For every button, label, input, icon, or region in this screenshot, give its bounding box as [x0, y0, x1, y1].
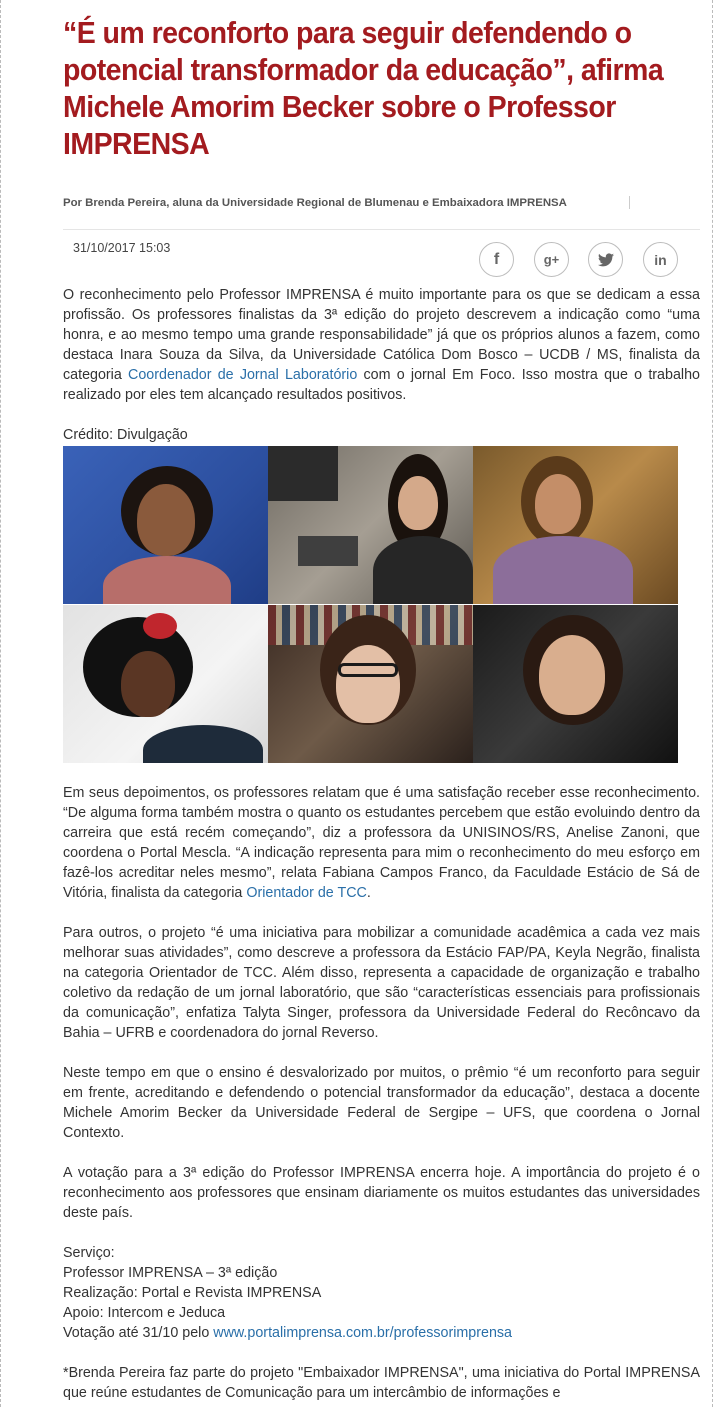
- photo-professor-2: [268, 446, 473, 604]
- paragraph-1: [63, 285, 700, 405]
- article: [63, 14, 700, 1401]
- twitter-icon: [598, 253, 614, 267]
- facebook-share-button[interactable]: [479, 242, 514, 277]
- article-body: [63, 285, 700, 1403]
- paragraph-3: Para outros, o projeto “é uma iniciativa para mobilizar a comunidade acadêmica a cada vez mais melhorar suas atividades”, como descreve a professora da Estácio FAP/PA, Keyla Negrão, finalista na categoria Orientador de TCC. Além disso, representa a capacidade de organização e trabalho coletivo da redação de um jornal laboratório, que são “características essenciais para profissionais da comunicação”, enfatiza Talyta Singer, professora da Universidade Federal do Recôncavo da Bahia – UFRB e coordenadora do jornal Reverso.: [63, 925, 700, 1041]
- meta-row: [63, 226, 700, 286]
- service-line-1: Professor IMPRENSA – 3ª edição: [63, 1265, 278, 1281]
- article-headline: “É um reconforto para seguir defendendo o potencial transformador da educação”, afirma Michele Amorim Becker sobre o Professor IMPRENSA: [63, 15, 664, 161]
- spacer: [63, 1043, 700, 1063]
- article-date: 31/10/2017 15:03: [73, 241, 171, 255]
- link-professor-imprensa-site[interactable]: www.portalimprensa.com.br/professorimprensa: [213, 1325, 513, 1341]
- photo-collage: [63, 446, 678, 763]
- service-title: Serviço:: [63, 1245, 115, 1261]
- photo-professor-5: [268, 605, 473, 763]
- page-frame-left: [0, 0, 1, 1407]
- spacer: [63, 1223, 700, 1243]
- service-line-4: [63, 1323, 700, 1343]
- byline-row: [63, 196, 700, 230]
- facebook-icon: f: [493, 250, 500, 268]
- service-line-3: Apoio: Intercom e Jeduca: [63, 1305, 226, 1321]
- link-coordenador-jornal-laboratorio[interactable]: Coordenador de Jornal Laboratório: [128, 367, 358, 383]
- linkedin-icon: in: [654, 251, 667, 268]
- paragraph-2: [63, 783, 700, 903]
- paragraph-1-text-a: O reconhecimento pelo Professor IMPRENSA é muito importante para os que se dedicam a essa profissão. Os professores finalistas da 3ª edição do projeto descrevem a indicação como “uma honra, e ao mesmo tempo uma grande responsabilidade” já que os próprios alunos a fazem, como destaca Inara Souza da Silva, da Universidade Católica Dom Bosco – UCDB / MS, finalista da categoria: [63, 287, 700, 383]
- photo-professor-3: [473, 446, 678, 604]
- spacer: [63, 1343, 700, 1363]
- link-orientador-de-tcc[interactable]: Orientador de TCC: [246, 885, 367, 901]
- linkedin-share-button[interactable]: [643, 242, 678, 277]
- photo-professor-4: [63, 605, 268, 763]
- googleplus-share-button[interactable]: [534, 242, 569, 277]
- byline-separator: [629, 196, 630, 209]
- article-byline: Por Brenda Pereira, aluna da Universidade Regional de Blumenau e Embaixadora IMPRENSA: [63, 197, 567, 209]
- spacer: [63, 763, 700, 783]
- footnote: *Brenda Pereira faz parte do projeto "Embaixador IMPRENSA", uma iniciativa do Portal IMPRENSA que reúne estudantes de Comunicação para um intercâmbio de informações e: [63, 1365, 700, 1401]
- spacer: [63, 903, 700, 923]
- page-frame-right: [712, 0, 713, 1407]
- paragraph-1-text-b: com o jornal Em Foco. Isso mostra que o trabalho realizado por eles tem alcançado resultados positivos.: [63, 367, 700, 403]
- photo-credit: Crédito: Divulgação: [63, 427, 188, 443]
- photo-professor-1: [63, 446, 268, 604]
- googleplus-icon: g+: [543, 252, 560, 267]
- photo-professor-6: [473, 605, 678, 763]
- spacer: [63, 1143, 700, 1163]
- service-line-4-text: Votação até 31/10 pelo: [63, 1325, 214, 1341]
- paragraph-2-text-a: Em seus depoimentos, os professores relatam que é uma satisfação receber esse reconhecimento. “De alguma forma também mostra o quanto os estudantes percebem que estão evoluindo dentro da carreira que está recém começando”, diz a professora da UNISINOS/RS, Anelise Zanoni, que coordena o Portal Mescla. “A indicação representa para mim o reconhecimento do meu esforço em fazê-los acreditar neles mesmo”, relata Fabiana Campos Franco, da Faculdade Estácio de Sá de Vitória, finalista da categoria: [63, 785, 700, 901]
- twitter-share-button[interactable]: [588, 242, 623, 277]
- paragraph-5: A votação para a 3ª edição do Professor IMPRENSA encerra hoje. A importância do projeto é o reconhecimento aos professores que ensinam diariamente os muitos estudantes das universidades deste país.: [63, 1165, 700, 1221]
- paragraph-2-text-b: .: [366, 885, 371, 901]
- service-line-2: Realização: Portal e Revista IMPRENSA: [63, 1285, 322, 1301]
- paragraph-4: Neste tempo em que o ensino é desvalorizado por muitos, o prêmio “é um reconforto para seguir em frente, acreditando e defendendo o potencial transformador da educação”, destaca a docente Michele Amorim Becker da Universidade Federal de Sergipe – UFS, que coordena o Jornal Contexto.: [63, 1065, 700, 1141]
